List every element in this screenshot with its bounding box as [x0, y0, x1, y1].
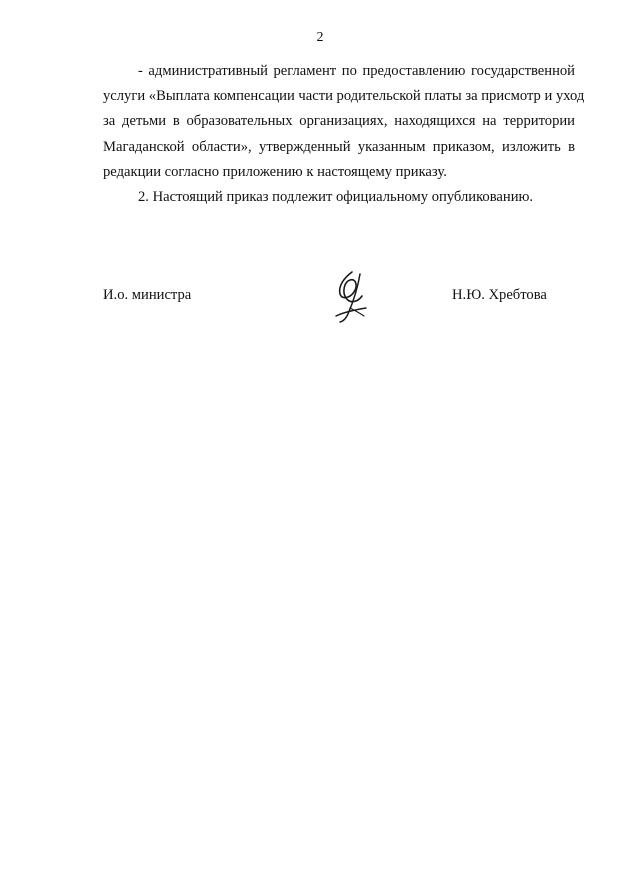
paragraph-2: 2. Настоящий приказ подлежит официальному опубликованию. — [138, 189, 534, 205]
paragraph-1-line: услуги «Выплата компенсации части родительской платы за присмотр и уход — [103, 88, 585, 105]
paragraph-1-line: - административный регламент по предоставлению государственной — [138, 63, 575, 79]
signer-title: И.о. министра — [103, 287, 192, 303]
paragraph-1 — [103, 59, 585, 185]
handwritten-signature — [330, 268, 370, 324]
page-number: 2 — [316, 30, 324, 45]
paragraph-1-line: редакции согласно приложению к настоящему приказу. — [103, 163, 447, 180]
paragraph-1-line: Магаданской области», утвержденный указанным приказом, изложить в — [103, 138, 575, 155]
paragraph-1-line: за детьми в образовательных организациях, находящихся на территории — [103, 113, 575, 130]
signer-name: Н.Ю. Хребтова — [452, 287, 547, 303]
